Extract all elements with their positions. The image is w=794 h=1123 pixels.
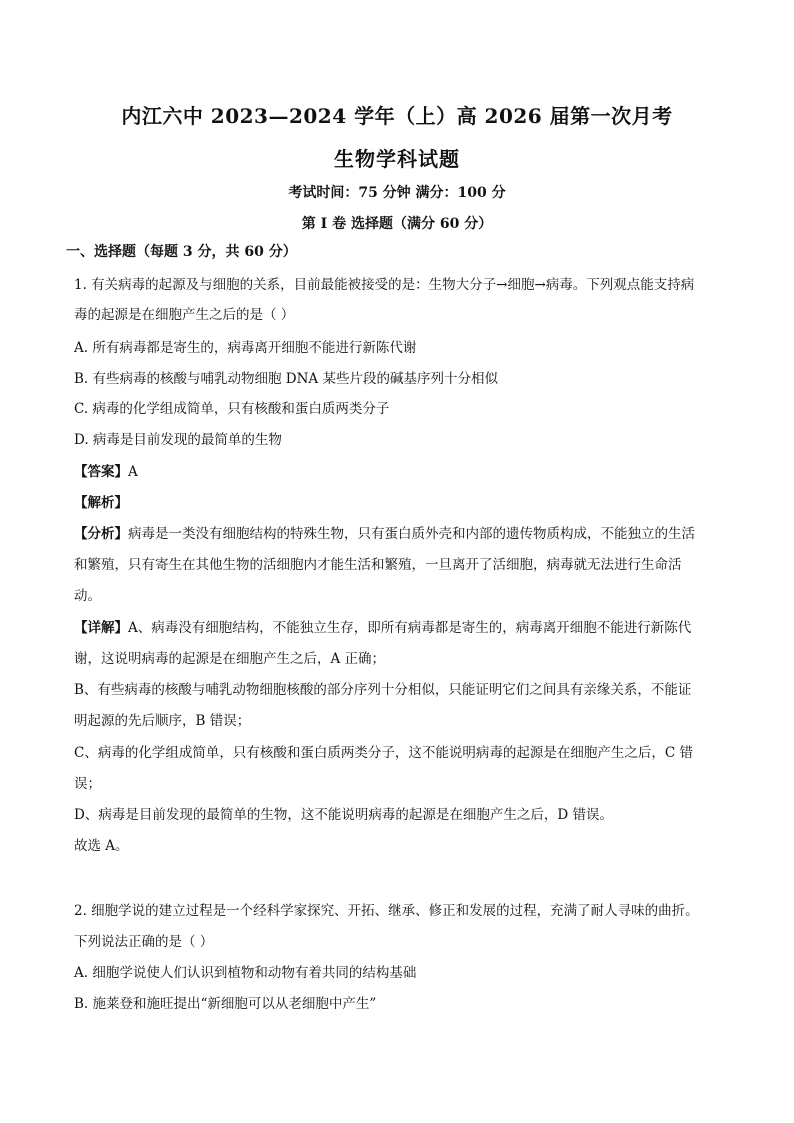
q1-stem-line1: 1. 有关病毒的起源及与细胞的关系，目前最能被接受的是：生物大分子→细胞→病毒。下列观点能支持病 (74, 277, 695, 293)
part-title: 第 I 卷 选择题（满分 60 分） (301, 216, 493, 232)
q1-option-b: B. 有些病毒的核酸与哺乳动物细胞 DNA 某些片段的碱基序列十分相似 (74, 371, 498, 387)
q1-xiangjie-c-line2: 误； (74, 776, 101, 792)
q1-fenxi-line3: 动。 (74, 588, 101, 604)
exam-subtitle: 生物学科试题 (334, 147, 460, 171)
q1-xiangjie-a-line1 (74, 619, 734, 637)
q2-stem-line1: 2. 细胞学说的建立过程是一个经科学家探究、开拓、继承、修正和发展的过程，充满了耐人寻味的曲折。 (74, 903, 699, 919)
q1-xiangjie-b-line2: 明起源的先后顺序，B 错误； (74, 713, 251, 729)
q1-xiangjie-c-line1: C、病毒的化学组成简单，只有核酸和蛋白质两类分子，这不能说明病毒的起源是在细胞产生之后，C 错 (74, 745, 693, 761)
answer-label: 【答案】 (74, 464, 128, 480)
exam-title: 内江六中 2023—2024 学年（上）高 2026 届第一次月考 (121, 104, 673, 128)
q1-xiangjie-a-line2: 谢，这说明病毒的起源是在细胞产生之后，A 正确； (74, 651, 386, 667)
q2-option-a: A. 细胞学说使人们认识到植物和动物有着共同的结构基础 (74, 965, 417, 981)
xiangjie-a-text: A、病毒没有细胞结构，不能独立生存，即所有病毒都是寄生的，病毒离开细胞不能进行新陈代 (128, 620, 692, 636)
section-heading: 一、选择题（每题 3 分，共 60 分） (66, 244, 297, 260)
q1-option-c: C. 病毒的化学组成简单，只有核酸和蛋白质两类分子 (74, 401, 390, 417)
q1-answer (74, 463, 734, 481)
q1-stem-line2: 毒的起源是在细胞产生之后的是（ ） (74, 307, 295, 323)
q1-option-d: D. 病毒是目前发现的最简单的生物 (74, 432, 282, 448)
q2-option-b: B. 施莱登和施旺提出“新细胞可以从老细胞中产生” (74, 996, 377, 1012)
q2-stem-line2: 下列说法正确的是（ ） (74, 934, 214, 950)
q1-xiangjie-d-line1: D、病毒是目前发现的最简单的生物，这不能说明病毒的起源是在细胞产生之后，D 错误。 (74, 807, 613, 823)
q1-option-a: A. 所有病毒都是寄生的，病毒离开细胞不能进行新陈代谢 (74, 340, 417, 356)
q1-conclusion: 故选 A。 (74, 838, 129, 854)
q1-xiangjie-b-line1: B、有些病毒的核酸与哺乳动物细胞核酸的部分序列十分相似，只能证明它们之间具有亲缘关系，不能证 (74, 682, 692, 698)
q1-fenxi-line1 (74, 525, 734, 543)
q1-analysis (74, 494, 734, 512)
answer-value: A (128, 464, 138, 480)
xiangjie-label: 【详解】 (74, 620, 128, 636)
analysis-label: 【解析】 (74, 495, 128, 511)
fenxi-label: 【分析】 (74, 526, 128, 542)
q1-fenxi-line2: 和繁殖，只有寄生在其他生物的活细胞内才能生活和繁殖，一旦离开了活细胞，病毒就无法进行生命活 (74, 557, 682, 573)
fenxi-text: 病毒是一类没有细胞结构的特殊生物，只有蛋白质外壳和内部的遗传物质构成，不能独立的生活 (128, 526, 695, 542)
exam-info: 考试时间：75 分钟 满分：100 分 (288, 185, 506, 201)
